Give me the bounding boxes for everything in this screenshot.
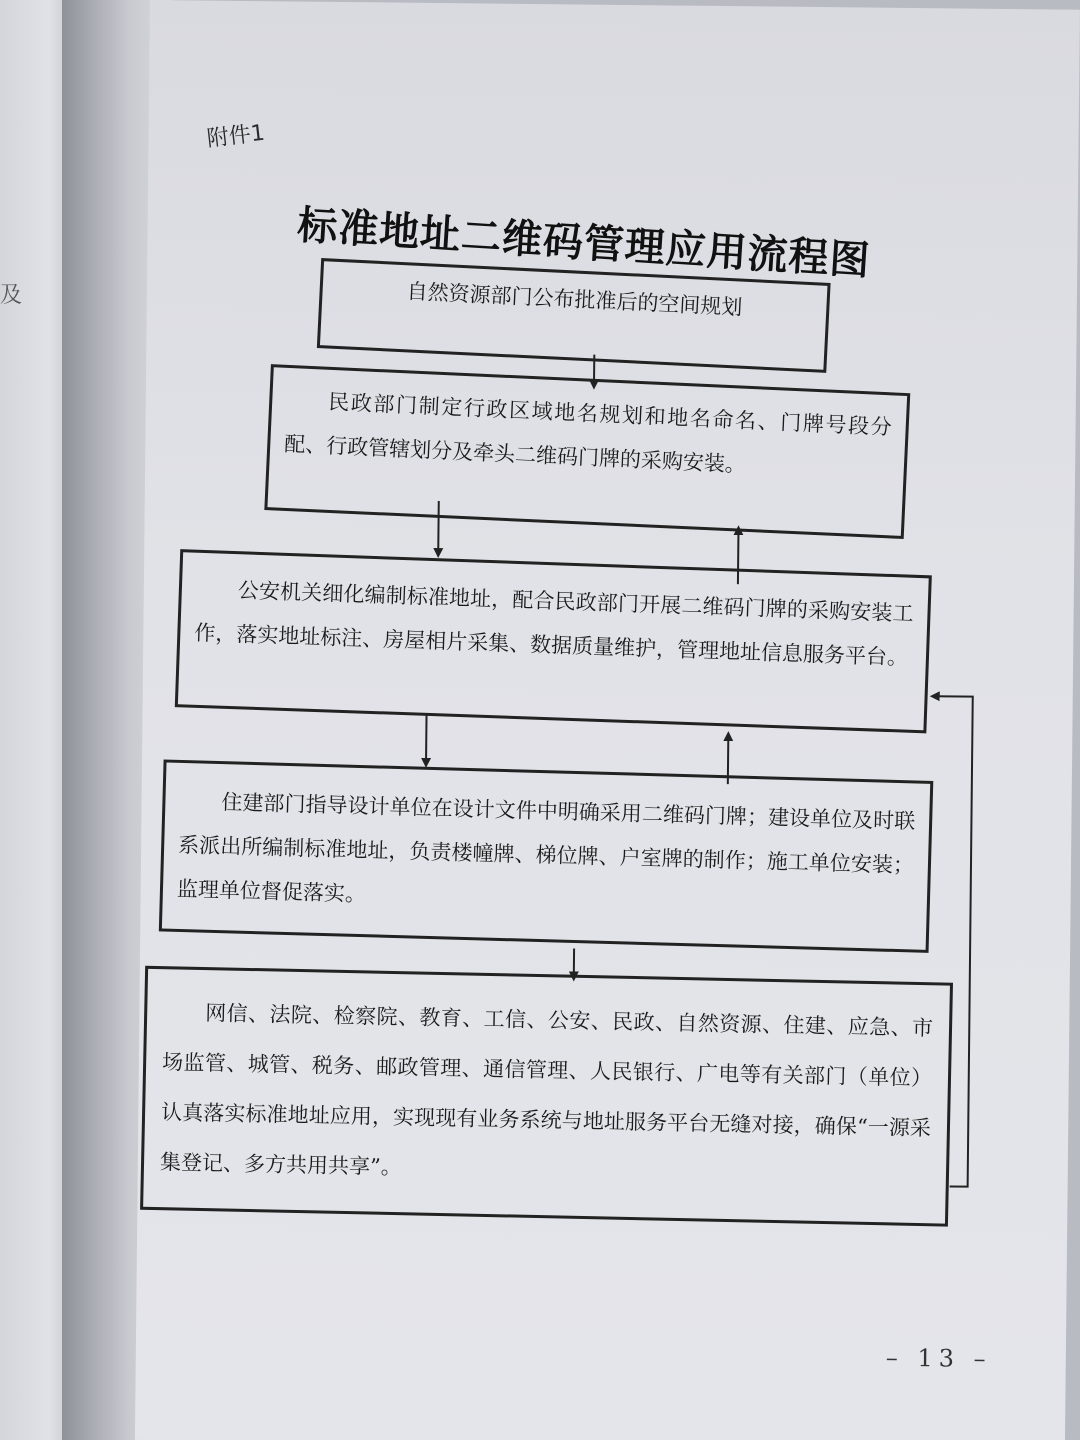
flowchart-title: 标准地址二维码管理应用流程图 <box>296 202 872 285</box>
page-number-value: 13 <box>917 1344 961 1373</box>
arrow-step3-to-step4 <box>426 715 427 763</box>
arrow-step2-to-step3 <box>438 501 439 553</box>
arrow-step5-feedback-to-step3 <box>930 696 973 1186</box>
flow-step-text: 民政部门制定行政区域地名规划和地名命名、门牌号段分配、行政管辖划分及牵头二维码门牌的采购安装。 <box>283 389 893 477</box>
flow-step-text: 公安机关细化编制标准地址，配合民政部门开展二维码门牌的采购安装工作，落实地址标注、房屋相片采集、数据质量维护，管理地址信息服务平台。 <box>193 578 914 670</box>
left-page-edge-char: 及 <box>0 283 23 308</box>
page-number: – 13 – <box>885 1343 992 1373</box>
arrow-step4-to-step3 <box>728 736 729 784</box>
flow-step-text: 自然资源部门公布批准后的空间规划 <box>406 279 743 320</box>
arrow-step3-to-step2 <box>738 530 739 584</box>
flow-step-text: 住建部门指导设计单位在设计文件中明确采用二维码门牌；建设单位及时联系派出所编制标准地址，负责楼幢牌、梯位牌、户室牌的制作；施工单位安装；监理单位督促落实。 <box>176 790 916 907</box>
annex-label: 附件1 <box>205 120 267 153</box>
document-page <box>135 0 1080 1440</box>
flow-step-text: 网信、法院、检察院、教育、工信、公安、民政、自然资源、住建、应急、市场监管、城管、税务、邮政管理、通信管理、人民银行、广电等有关部门（单位）认真落实标准地址应用，实现现有业务系统与地址服务平台无缝对接，确保“一源采集登记、多方共用共享”。 <box>159 1001 934 1180</box>
left-page <box>0 0 70 1440</box>
flow-arrows <box>135 0 1080 1440</box>
